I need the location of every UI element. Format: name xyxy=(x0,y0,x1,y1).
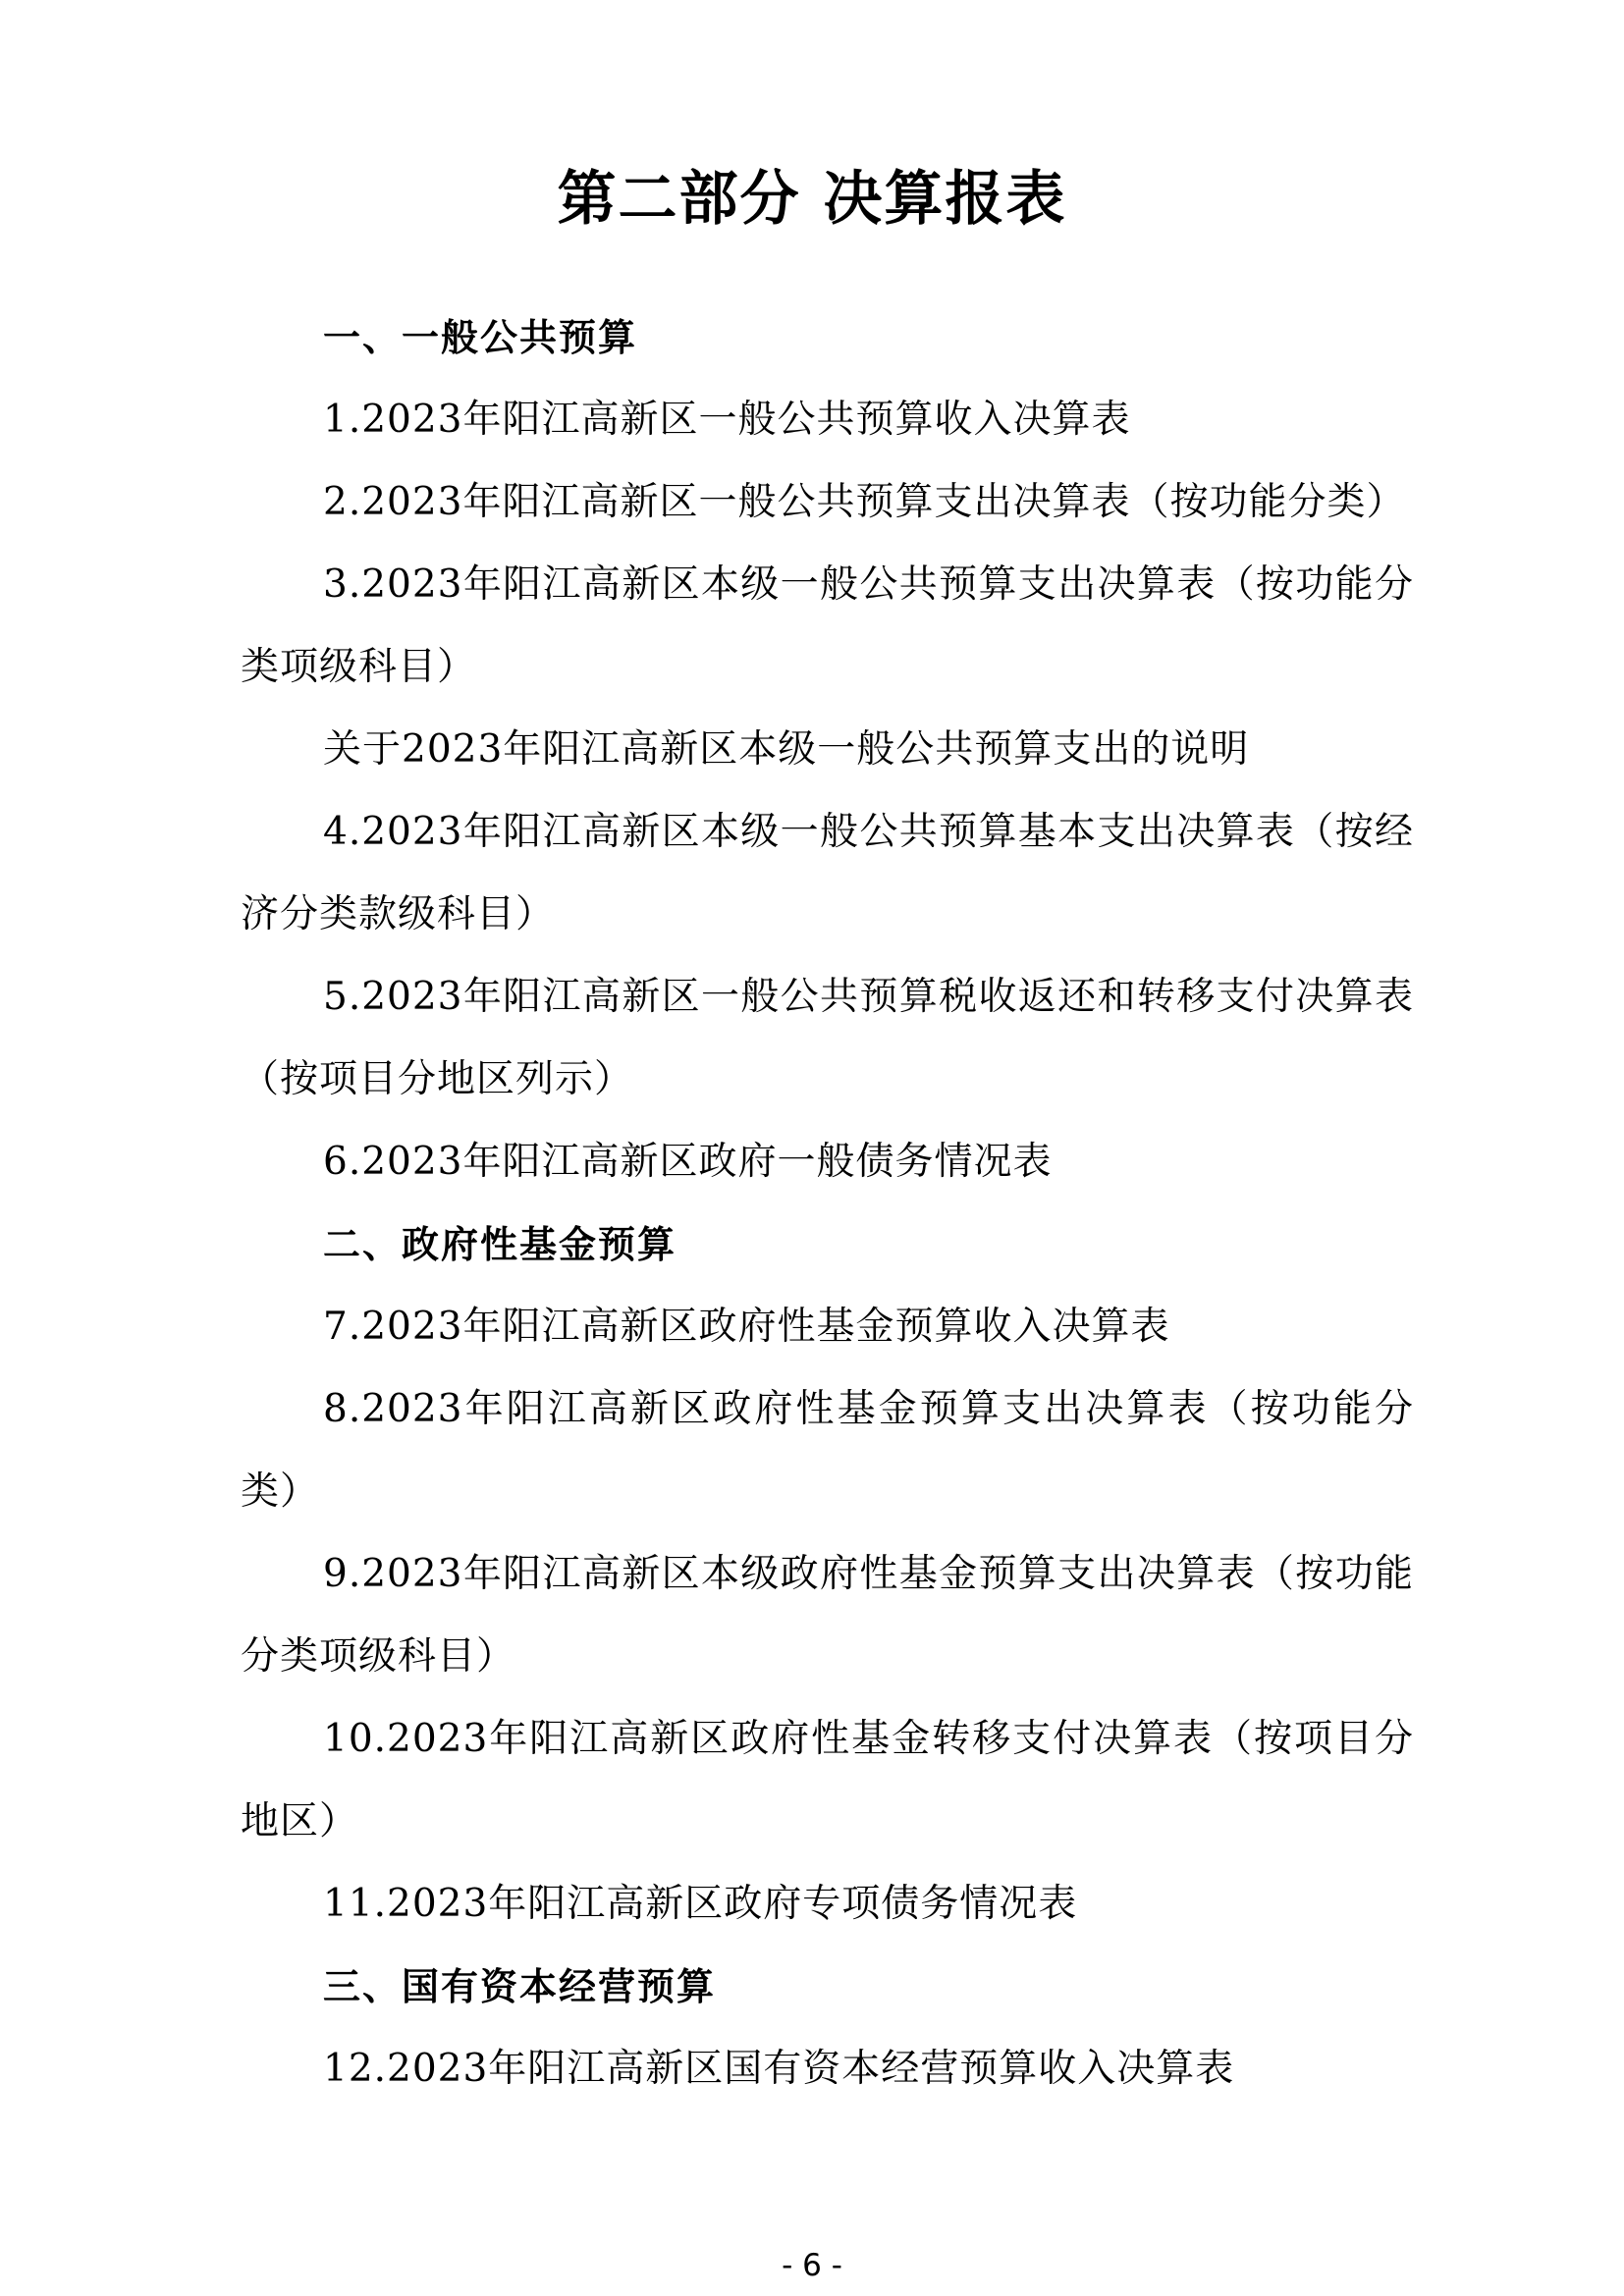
list-item: 2.2023年阳江高新区一般公共预算支出决算表（按功能分类） xyxy=(323,480,1406,524)
list-item: 1.2023年阳江高新区一般公共预算收入决算表 xyxy=(323,398,1131,442)
list-item: 11.2023年阳江高新区政府专项债务情况表 xyxy=(323,1882,1078,1926)
page-number: - 6 - xyxy=(782,2248,842,2283)
list-item: 7.2023年阳江高新区政府性基金预算收入决算表 xyxy=(323,1305,1170,1349)
section-heading-government-fund-budget: 二、政府性基金预算 xyxy=(323,1223,677,1266)
list-item: 12.2023年阳江高新区国有资本经营预算收入决算表 xyxy=(323,2047,1235,2091)
list-item: 9.2023年阳江高新区本级政府性基金预算支出决算表（按功能分类项级科目） xyxy=(241,1552,1414,1679)
section-heading-general-budget: 一、一般公共预算 xyxy=(323,316,638,359)
list-item: 3.2023年阳江高新区本级一般公共预算支出决算表（按功能分类项级科目） xyxy=(241,562,1414,689)
list-item: 5.2023年阳江高新区一般公共预算税收返还和转移支付决算表（按项目分地区列示） xyxy=(241,975,1414,1101)
list-item: 6.2023年阳江高新区政府一般债务情况表 xyxy=(323,1140,1053,1184)
list-item: 8.2023年阳江高新区政府性基金预算支出决算表（按功能分类） xyxy=(241,1387,1414,1514)
list-item: 关于2023年阳江高新区本级一般公共预算支出的说明 xyxy=(323,727,1250,772)
list-item: 4.2023年阳江高新区本级一般公共预算基本支出决算表（按经济分类款级科目） xyxy=(241,810,1414,936)
section-heading-state-capital-budget: 三、国有资本经营预算 xyxy=(323,1965,717,2008)
list-item: 10.2023年阳江高新区政府性基金转移支付决算表（按项目分地区） xyxy=(241,1717,1414,1843)
page-title: 第二部分 决算报表 xyxy=(557,165,1067,234)
report-list xyxy=(241,296,1414,2110)
